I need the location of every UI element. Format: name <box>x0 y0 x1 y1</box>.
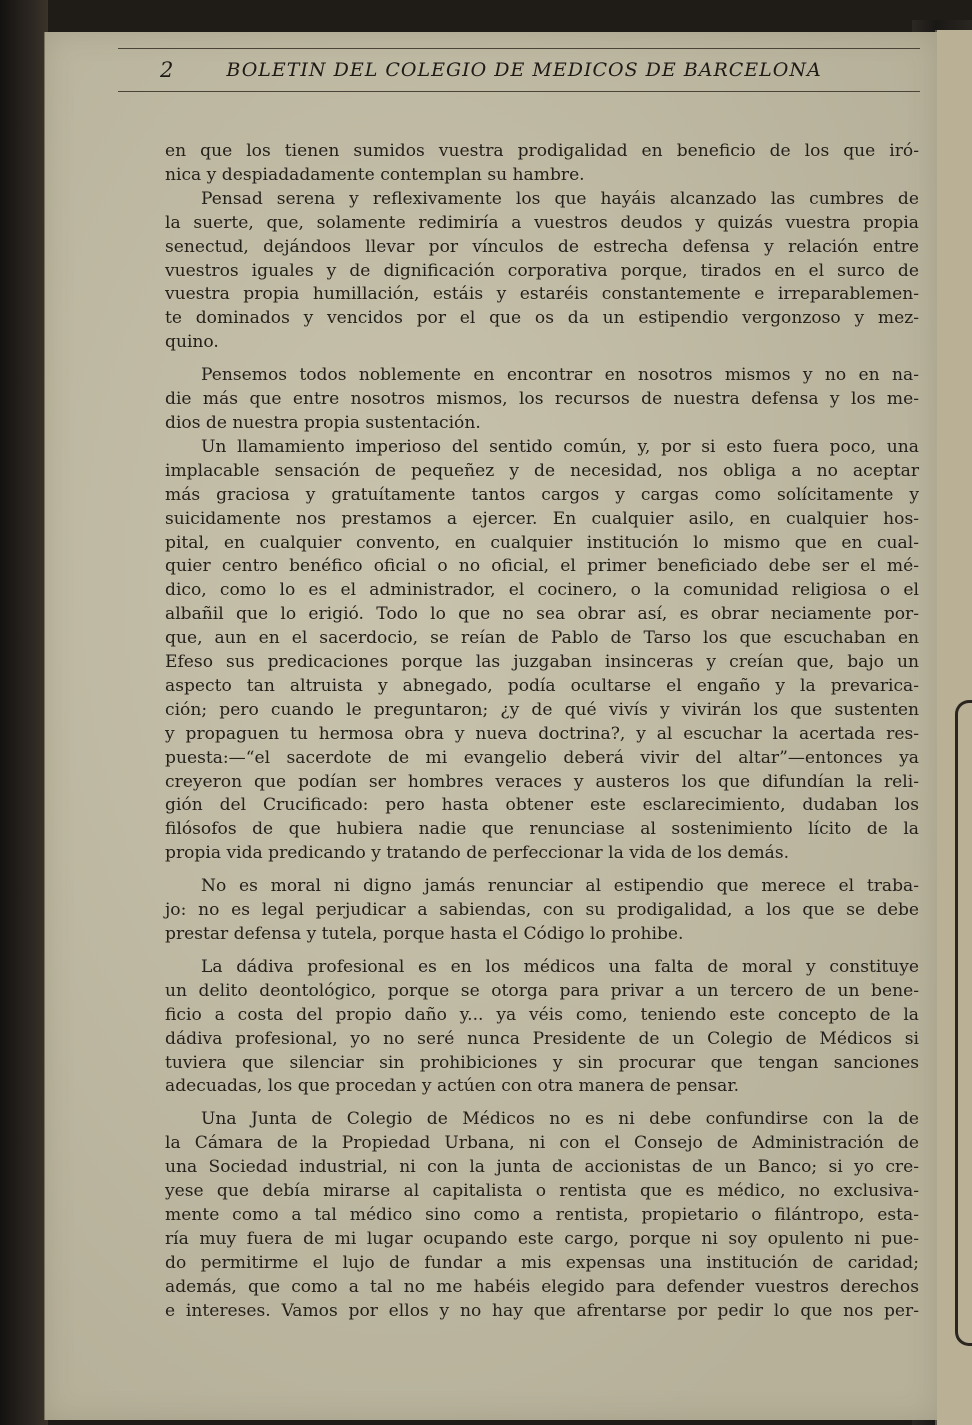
text-line: tuviera que silenciar sin prohibiciones y sin procurar que tengan sanciones <box>165 1052 919 1073</box>
text-line: la suerte, que, solamente redimiría a vuestros deudos y quizás vuestra propia <box>165 212 919 233</box>
text-line: y propaguen tu hermosa obra y nueva doctrina?, y al escuchar la acertada res- <box>165 723 919 744</box>
text-line: La dádiva profesional es en los médicos una falta de moral y constituye <box>201 956 919 977</box>
text-line: adecuadas, los que procedan y actúen con otra manera de pensar. <box>165 1076 740 1097</box>
text-line: quino. <box>165 332 219 353</box>
text-line: creyeron que podían ser hombres veraces y austeros los que difundían la reli- <box>165 771 919 792</box>
binding-edge <box>0 0 48 1425</box>
text-line: dádiva profesional, yo no seré nunca Presidente de un Colegio de Médicos si <box>165 1028 919 1049</box>
paragraph <box>165 956 919 1099</box>
text-line: pital, en cualquier convento, en cualquier institución lo mismo que en cual- <box>165 532 919 553</box>
text-line: vuestros iguales y de dignificación corporativa porque, tirados en el surco de <box>165 260 919 281</box>
page-header <box>118 48 920 92</box>
paragraph <box>165 140 919 188</box>
text-line: además, que como a tal no me habéis elegido para defender vuestros derechos <box>165 1276 919 1297</box>
text-line: albañil que lo erigió. Todo lo que no sea obrar así, es obrar neciamente por- <box>165 604 919 625</box>
text-line: senectud, dejándoos llevar por vínculos de estrecha defensa y relación entre <box>165 236 919 257</box>
adjacent-page-edge <box>935 30 972 1425</box>
text-line: do permitirme el lujo de fundar a mis expensas una institución de caridad; <box>165 1252 919 1273</box>
paragraph <box>165 875 919 947</box>
text-line: No es moral ni digno jamás renunciar al estipendio que merece el traba- <box>201 876 919 897</box>
text-line: te dominados y vencidos por el que os da un estipendio vergonzoso y mez- <box>165 308 919 329</box>
text-line: Pensad serena y reflexivamente los que hayáis alcanzado las cumbres de <box>201 188 919 209</box>
paragraph <box>165 1108 919 1323</box>
text-line: prestar defensa y tutela, porque hasta el Código lo prohibe. <box>165 924 684 944</box>
text-line: e intereses. Vamos por ellos y no hay que afrentarse por pedir lo que nos per- <box>165 1300 919 1321</box>
text-line: suicidamente nos prestamos a ejercer. En cualquier asilo, en cualquier hos- <box>165 508 919 529</box>
text-line: una Sociedad industrial, ni con la junta de accionistas de un Banco; si yo cre- <box>165 1157 919 1178</box>
text-line: dios de nuestra propia sustentación. <box>165 412 481 433</box>
text-line: puesta:—“el sacerdote de mi evangelio deberá vivir del altar”—entonces ya <box>165 747 919 768</box>
paragraph-gap <box>165 866 919 875</box>
text-line: Efeso sus predicaciones porque las juzgaban insinceras y creían que, bajo un <box>165 652 919 673</box>
text-line: la Cámara de la Propiedad Urbana, ni con el Consejo de Administración de <box>165 1133 919 1154</box>
page-number: 2 <box>160 58 174 82</box>
paragraph-gap <box>165 355 919 364</box>
text-line: ficio a costa del propio daño y... ya véis como, teniendo este concepto de la <box>165 1004 919 1025</box>
paragraph <box>165 188 919 355</box>
text-line: más graciosa y gratuítamente tantos cargos y cargas como solícitamente y <box>165 484 919 505</box>
article-body <box>165 140 919 1324</box>
paragraph-gap <box>165 947 919 956</box>
text-line: nica y despiadadamente contemplan su hambre. <box>165 164 585 185</box>
text-line: Una Junta de Colegio de Médicos no es ni debe confundirse con la de <box>201 1109 919 1130</box>
text-line: implacable sensación de pequeñez y de necesidad, nos obliga a no aceptar <box>165 460 919 481</box>
text-line: dico, como lo es el administrador, el cocinero, o la comunidad religiosa o el <box>165 580 919 601</box>
text-line: Pensemos todos noblemente en encontrar en nosotros mismos y no en na- <box>201 365 919 386</box>
text-line: jo: no es legal perjudicar a sabiendas, con su prodigalidad, a los que se debe <box>165 900 919 921</box>
text-line: ción; pero cuando le preguntaron; ¿y de qué vivís y vivirán los que sustenten <box>165 699 919 720</box>
running-head: BOLETIN DEL COLEGIO DE MEDICOS DE BARCELONA <box>226 59 822 81</box>
paragraph-gap <box>165 1099 919 1108</box>
paragraph <box>165 364 919 436</box>
text-line: quier centro benéfico oficial o no oficial, el primer beneficiado debe ser el mé- <box>165 556 919 577</box>
text-line: propia vida predicando y tratando de perfeccionar la vida de los demás. <box>165 843 790 864</box>
text-line: gión del Crucificado: pero hasta obtener este esclarecimiento, dudaban los <box>165 795 919 816</box>
text-line: que, aun en el sacerdocio, se reían de Pablo de Tarso los que escuchaban en <box>165 628 919 649</box>
text-line: ría muy fuera de mi lugar ocupando este cargo, porque ni soy opulento ni pue- <box>165 1228 919 1249</box>
text-line: mente como a tal médico sino como a rentista, propietario o filántropo, esta- <box>165 1204 919 1225</box>
paragraph <box>165 436 919 866</box>
text-line: en que los tienen sumidos vuestra prodigalidad en beneficio de los que iró- <box>165 141 919 161</box>
text-line: Un llamamiento imperioso del sentido común, y, por si esto fuera poco, una <box>201 436 919 457</box>
text-line: yese que debía mirarse al capitalista o rentista que es médico, no exclusiva- <box>165 1181 919 1202</box>
text-line: filósofos de que hubiera nadie que renunciase al sostenimiento lícito de la <box>165 819 919 840</box>
text-line: un delito deontológico, porque se otorga para privar a un tercero de un bene- <box>165 980 919 1001</box>
text-line: aspecto tan altruista y abnegado, podía ocultarse el engaño y la prevarica- <box>165 675 919 696</box>
text-line: die más que entre nosotros mismos, los recursos de nuestra defensa y los me- <box>165 389 919 410</box>
text-line: vuestra propia humillación, estáis y estaréis constantemente e irreparablemen- <box>165 284 919 305</box>
adjacent-page-frame <box>955 700 972 1346</box>
